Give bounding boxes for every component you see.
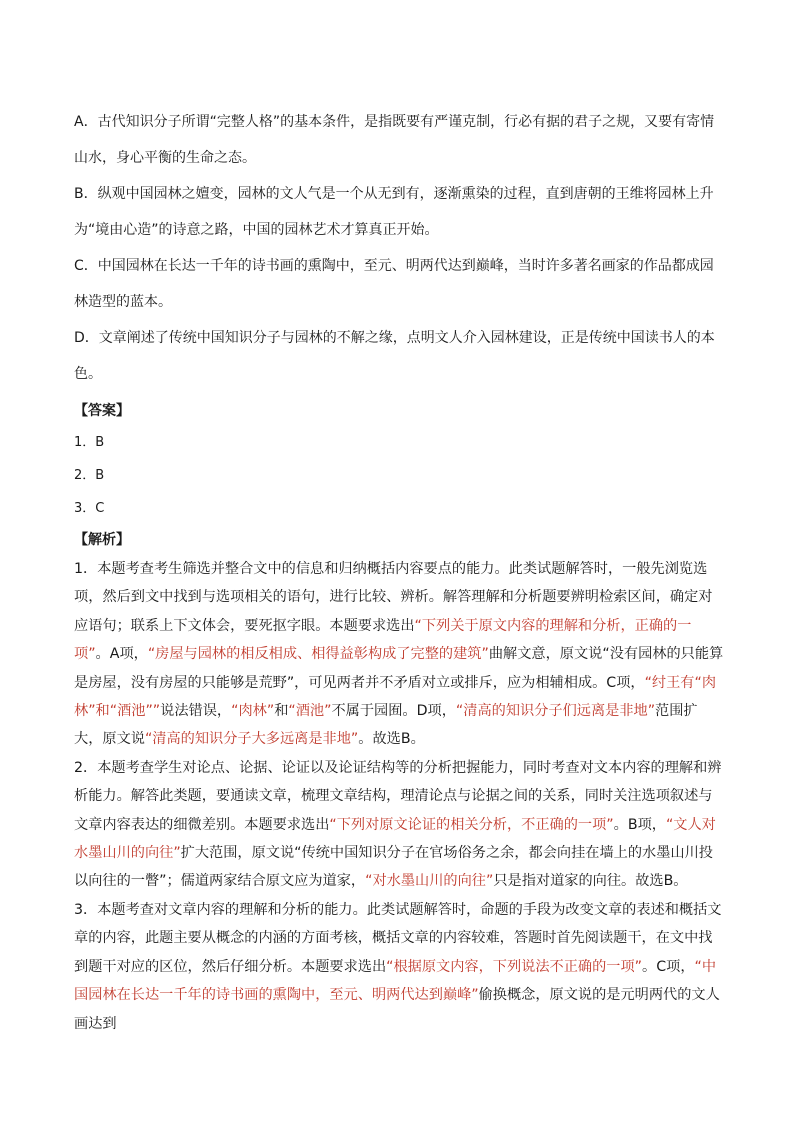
option-d: D．文章阐述了传统中国知识分子与园林的不解之缘，点明文人介入园林建设，正是传统中国读书人的本色。 (74, 330, 715, 382)
p2-quote-1: “下列对原文论证的相关分析，不正确的一项” (329, 816, 614, 833)
option-c: C．中国园林在长达一千年的诗书画的熏陶中，至元、明两代达到巅峰，当时许多著名画家的作品都成园林造型的蓝本。 (74, 258, 714, 310)
p2-text-a: 2．本题考查学生对论点、论据、论证以及论证结构等的分析把握能力，同时考查对文本内容的理解和辨析能力。解答此类题，要通读文章，梳理文章结构，理清论点与论据之间的关系，同时关注选项叙述与文章内容表达的细微差别。本题要求选出 (74, 759, 722, 833)
p1-text-g: 范围扩大，原文说 (74, 703, 698, 748)
p1-text-a: 1．本题考查考生筛选并整合文中的信息和归纳概括内容要点的能力。此类试题解答时，一般先浏览选项，然后到文中找到与选项相关的语句，进行比较、辨析。解答理解和分析题要辨明检索区间，确定对应语句；联系上下文体会，要死抠字眼。本题要求选出 (74, 561, 713, 634)
answer-item-2: 2．B (74, 468, 105, 483)
p3-quote-2: “中国园林在长达一千年的诗书画的熏陶中，至元、明两代达到巅峰” (74, 958, 717, 1004)
p1-quote-7: “清高的知识分子大多远离是非地” (144, 731, 359, 748)
p1-quote-1: “下列关于原文内容的理解和分析，正确的一项” (74, 617, 692, 663)
answer-heading: 【答案】 (74, 403, 130, 419)
p1-text-h: 。故选B。 (358, 731, 425, 748)
analysis-paragraph-1 (74, 555, 724, 754)
option-a: A．古代知识分子所谓“完整人格”的基本条件，是指既要有严谨克制，行必有据的君子之规，又要有寄情山水，身心平衡的生命之态。 (74, 114, 715, 166)
p1-text-f: 不属于园囿。D项， (331, 703, 456, 720)
p1-text-e: 和 (274, 703, 289, 720)
p1-quote-3: “纣王有“肉林”和“酒池”” (74, 674, 717, 720)
answer-item-3: 3．C (74, 501, 105, 516)
p1-text-b: 。A项， (95, 646, 148, 663)
p2-text-c: 扩大范围，原文说“传统中国知识分子在官场俗务之余，都会向挂在墙上的水墨山川投以向往的一瞥”；儒道两家结合原文应为道家， (74, 845, 713, 890)
document-page (74, 104, 724, 1038)
p2-quote-2: “文人对水墨山川的向往” (74, 816, 716, 862)
p1-quote-5: “酒池” (288, 703, 332, 720)
p1-text-d: 说法错误， (160, 703, 232, 720)
p2-quote-3: “对水墨山川的向往” (365, 873, 494, 890)
p2-text-b: 。B项， (613, 816, 666, 833)
option-b: B．纵观中国园林之嬗变，园林的文人气是一个从无到有，逐渐熏染的过程，直到唐朝的王维将园林上升为“境由心造”的诗意之路，中国的园林艺术才算真正开始。 (74, 186, 714, 238)
p3-text-a: 3．本题考查对文章内容的理解和分析的能力。此类试题解答时，命题的手段为改变文章的表述和概括文章的内容，此题主要从概念的内涵的方面考核，概括文章的内容较难，答题时首先阅读题干，在文中找到题干对应的区位，然后仔细分析。本题要求选出 (74, 901, 722, 975)
analysis-paragraph-2 (74, 754, 724, 896)
answer-item-1: 1．B (74, 435, 105, 450)
p3-text-b: 。C项， (642, 958, 695, 975)
p1-quote-2: “房屋与园林的相反相成、相得益彰构成了完整的建筑” (147, 646, 489, 663)
analysis-heading: 【解析】 (74, 532, 130, 548)
p1-text-c: 曲解文意，原文说“没有园林的只能算是房屋，没有房屋的只能够是荒野”，可见两者并不矛盾对立或排斥，应为相辅相成。C项， (74, 646, 724, 691)
analysis-paragraph-3 (74, 896, 724, 1038)
p1-quote-6: “清高的知识分子们远离是非地” (455, 703, 656, 720)
p2-text-d: 只是指对道家的向往。故选B。 (493, 873, 688, 890)
p3-text-c: 偷换概念，原文说的是元明两代的文人画达到 (74, 987, 720, 1032)
p1-quote-4: “肉林” (231, 703, 275, 720)
p3-quote-1: “根据原文内容，下列说法不正确的一项” (386, 958, 643, 975)
